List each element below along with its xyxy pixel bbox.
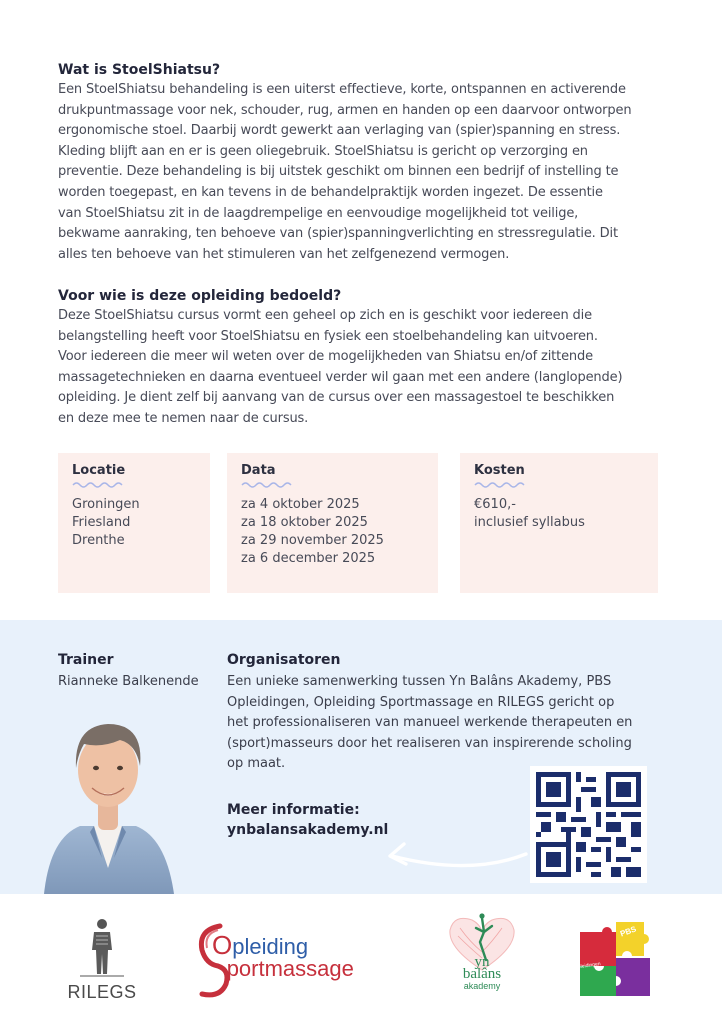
text-line: Een StoelShiatsu behandeling is een uiterst effectieve, korte, ontspannen en activerende [58, 82, 626, 97]
text-line: bekwame aanraking, ten behoeve van (spier)spanningverlichting en stressregulatie. Dit [58, 226, 618, 242]
text-line: (sport)masseurs door het realiseren van inspirerende scholing [227, 735, 632, 751]
card-dates [227, 453, 438, 593]
pbs-text: PBS [618, 924, 638, 939]
text-line: alles ten behoeve van het stimuleren van het zelfgenezend vermogen. [58, 246, 510, 262]
text-line: het professionaliseren van manueel werkende therapeuten en [227, 715, 633, 731]
text-line: ergonomische stoel. Daarbij wordt gewerkt aan verlaging van (spier)spanning en stress. [58, 123, 621, 139]
opleiding-word: pleiding [232, 934, 309, 959]
location-item: Groningen [72, 497, 140, 512]
sportmassage-word: portmassage [226, 956, 354, 981]
location-item: Drenthe [72, 533, 125, 548]
balans-text: balâns [462, 966, 502, 982]
trainer-name: Rianneke Balkenende [58, 674, 199, 689]
section-target-audience [58, 288, 658, 430]
location-item: Friesland [72, 515, 131, 530]
date-item: za 4 oktober 2025 [241, 497, 360, 512]
rilegs-figure-icon [62, 918, 142, 978]
text-line: belangstelling heeft voor StoelShiatsu en fysiek een stoelbehandeling kan uitvoeren. [58, 328, 598, 344]
trainer-title: Trainer [58, 652, 114, 668]
date-item: za 18 oktober 2025 [241, 515, 368, 530]
more-info-label: Meer informatie: [227, 802, 360, 818]
logo-yn-balans [440, 912, 524, 1012]
card-costs [460, 453, 658, 593]
text-line: opleiding. Je dient zelf bij aanvang van de cursus over een massagestoel te beschikken [58, 390, 615, 406]
puzzle-pieces-icon [573, 918, 654, 1002]
cost-item: €610,- [474, 497, 516, 512]
sportmassage-initial [212, 956, 227, 981]
card-location-title: Locatie [72, 463, 126, 478]
akademy-text: akademy [463, 981, 501, 991]
logo-pbs-opleidingen [573, 918, 654, 1002]
logo-rilegs-text: RILEGS [67, 982, 137, 1002]
text-line: Voor iedereen die meer wil weten over de mogelijkheden van Shiatsu en/of zittende [58, 349, 593, 365]
text-line: drukpuntmassage voor nek, schouder, rug, armen en handen op een daarvoor ontworpen [58, 102, 632, 118]
logo-rilegs [62, 918, 142, 1004]
section-what-is [58, 62, 658, 265]
text-line: worden toegepast, en kan tevens in de behandelpraktijk worden ingezet. De essentie [58, 184, 603, 200]
pbs-subtext: Opleidingen [573, 961, 601, 971]
more-info-url[interactable]: ynbalansakademy.nl [227, 822, 389, 838]
qr-code[interactable] [530, 766, 647, 883]
text-line: Opleidingen, Opleiding Sportmassage en RILEGS gericht op [227, 694, 615, 710]
organisers-text [227, 672, 667, 775]
text-line: en deze mee te nemen naar de cursus. [58, 410, 309, 426]
yn-text: yn [474, 954, 490, 970]
qr-code-icon [536, 772, 641, 877]
organisers-title: Organisatoren [227, 652, 341, 668]
text-line: op maat. [227, 756, 286, 772]
trainer-photo [40, 708, 176, 894]
paragraph-what-is [58, 80, 658, 265]
opleiding-initial: O [212, 930, 233, 960]
card-location [58, 453, 210, 593]
wave-divider-icon [72, 481, 126, 489]
paragraph-target-audience [58, 306, 658, 430]
card-costs-title: Kosten [474, 463, 525, 478]
text-line: van StoelShiatsu zit in de laagdrempelige en eenvoudige mogelijkheid tot veilige, [58, 205, 579, 221]
text-line: Kleding blijft aan en er is geen oliegebruik. StoelShiatsu is gericht op verzorging en [58, 143, 588, 159]
heading-target-audience: Voor wie is deze opleiding bedoeld? [58, 288, 342, 304]
wave-divider-icon [474, 481, 528, 489]
text-line: Een unieke samenwerking tussen Yn Balâns Akademy, PBS [227, 674, 612, 689]
logo-opleiding-sportmassage [192, 920, 392, 1000]
date-item: za 6 december 2025 [241, 551, 376, 566]
wave-divider-icon [241, 481, 295, 489]
heading-what-is: Wat is StoelShiatsu? [58, 62, 221, 78]
curved-arrow-icon [380, 830, 530, 880]
text-line: massagetechnieken en daarna eventueel verder wil gaan met een andere (langlopende) [58, 369, 623, 385]
date-item: za 29 november 2025 [241, 533, 384, 548]
card-dates-title: Data [241, 463, 276, 478]
text-line: Deze StoelShiatsu cursus vormt een geheel op zich en is geschikt voor iedereen die [58, 308, 592, 323]
text-line: preventie. Deze behandeling is bij uitstek geschikt om binnen een bedrijf of instelling te [58, 164, 619, 180]
cost-item: inclusief syllabus [474, 515, 585, 530]
partner-logos [0, 894, 722, 1024]
